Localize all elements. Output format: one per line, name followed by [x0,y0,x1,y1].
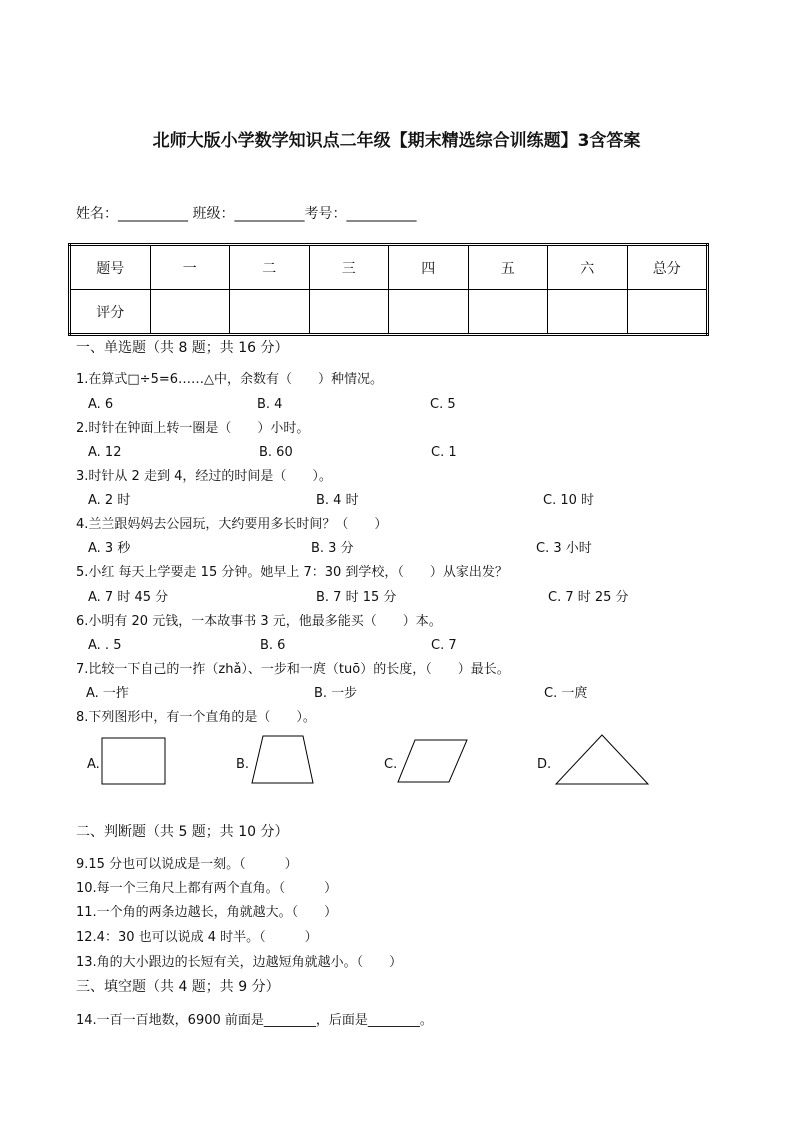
option-a-rectangle [101,737,167,786]
score-cell[interactable] [548,290,628,335]
answer-option: B. [236,757,250,772]
answer-option: B. 7 时 15 分 [316,590,397,605]
answer-option: C. 3 小时 [536,541,592,556]
score-cell[interactable] [309,290,389,335]
score-table [68,243,709,336]
score-header-cell: 总分 [627,245,708,290]
question-text: 10.每一个三角尺上都有两个直角。（ ） [76,881,338,896]
question-text: 11.一个角的两条边越长，角就越大。（ ） [76,905,338,920]
answer-option: A. 12 [88,445,122,460]
answer-option: A. 3 秒 [88,541,131,556]
score-cell[interactable] [627,290,708,335]
answer-option: C. 7 [431,638,457,653]
answer-option: A. [87,757,100,772]
answer-option: A. 一拃 [86,686,129,701]
question-text: 1.在算式□÷5=6……△中，余数有（ ）种情况。 [76,372,384,387]
option-b-trapezoid [250,735,316,785]
class-blank: __________ [234,206,305,222]
score-row-label: 评分 [70,290,151,335]
answer-option: B. 6 [260,638,286,653]
score-header-row [70,245,708,290]
answer-option: B. 60 [259,445,293,460]
name-label: 姓名： [76,206,118,222]
number-blank: __________ [346,206,417,222]
answer-option: B. 一步 [314,686,358,701]
score-row [70,290,708,335]
answer-option: A. . 5 [88,638,122,653]
answer-option: A. 7 时 45 分 [88,590,169,605]
question-text: 8.下列图形中，有一个直角的是（ ）。 [76,710,316,725]
answer-option: C. 一庹 [544,686,588,701]
option-d-triangle [554,733,650,786]
question-text: 13.角的大小跟边的长短有关，边越短角就越小。（ ） [76,955,403,970]
score-header-cell: 六 [548,245,628,290]
section-title: 二、判断题（共 5 题；共 10 分） [76,824,289,840]
class-label: 班级： [192,206,235,222]
answer-option: D. [537,757,552,772]
score-cell[interactable] [150,290,230,335]
page-title: 北师大版小学数学知识点二年级【期末精选综合训练题】3含答案 [152,131,641,151]
number-label: 考号： [304,206,347,222]
score-cell[interactable] [468,290,548,335]
answer-option: A. 2 时 [88,493,131,508]
answer-option: A. 6 [88,397,114,412]
answer-option: C. 10 时 [543,493,595,508]
question-text: 5.小红 每天上学要走 15 分钟。她早上 7：30 到学校，（ ）从家出发？ [76,565,508,580]
question-text: 2.时针在钟面上转一圈是（ ）小时。 [76,421,310,436]
score-cell[interactable] [389,290,469,335]
option-c-parallelogram [397,738,469,784]
score-header-cell: 二 [230,245,310,290]
section-title: 一、单选题（共 8 题；共 16 分） [76,340,289,356]
question-text: 14.一百一百地数，6900 前面是________，后面是________。 [76,1013,433,1028]
answer-option: B. 4 [257,397,283,412]
name-blank: __________ [118,206,188,222]
answer-option: C. [384,757,398,772]
answer-option: C. 5 [430,397,456,412]
question-text: 9.15 分也可以说成是一刻。（ ） [76,857,298,872]
answer-option: C. 1 [431,445,457,460]
question-text: 6.小明有 20 元钱，一本故事书 3 元，他最多能买（ ）本。 [76,614,442,629]
score-header-cell: 五 [468,245,548,290]
question-text: 7.比较一下自己的一拃（zhǎ）、一步和一庹（tuō）的长度，（ ）最长。 [76,662,510,677]
score-header-cell: 三 [309,245,389,290]
answer-option: B. 4 时 [316,493,359,508]
question-text: 3.时针从 2 走到 4，经过的时间是（ ）。 [76,469,332,484]
section-title: 三、填空题（共 4 题；共 9 分） [76,979,280,995]
score-cell[interactable] [230,290,310,335]
score-header-cell: 四 [389,245,469,290]
question-text: 12.4：30 也可以说成 4 时半。（ ） [76,930,318,945]
student-info [76,203,416,223]
question-text: 4.兰兰跟妈妈去公园玩，大约要用多长时间？（ ） [76,517,388,532]
score-header-cell: 题号 [70,245,151,290]
answer-option: C. 7 时 25 分 [548,590,629,605]
answer-option: B. 3 分 [311,541,354,556]
score-header-cell: 一 [150,245,230,290]
